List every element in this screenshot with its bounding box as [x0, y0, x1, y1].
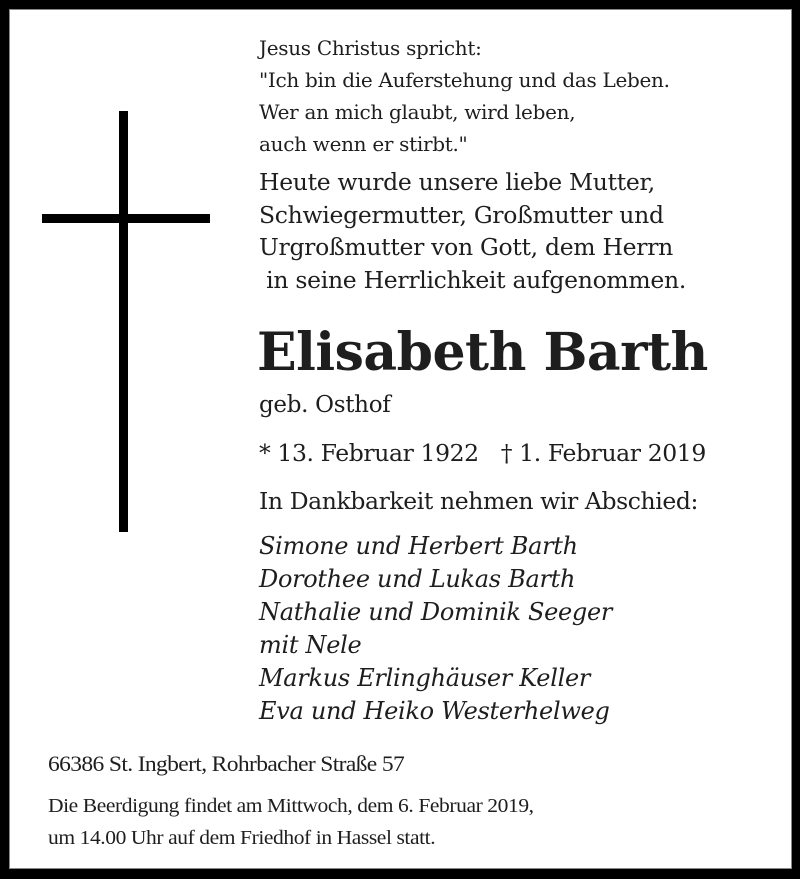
- cross-vertical-bar: [119, 111, 128, 532]
- quote-line: Jesus Christus spricht:: [259, 36, 482, 60]
- life-dates: [259, 437, 706, 469]
- mourners-list: [259, 530, 612, 728]
- quote-line: "Ich bin die Auferstehung und das Leben.: [259, 68, 670, 92]
- birth-date: * 13. Februar 1922: [259, 439, 479, 467]
- announcement-line: Urgroßmutter von Gott, dem Herrn: [259, 233, 673, 261]
- funeral-line: um 14.00 Uhr auf dem Friedhof in Hassel statt.: [48, 827, 436, 849]
- mourner-entry: Dorothee und Lukas Barth: [259, 565, 576, 593]
- bible-quote: [259, 32, 670, 160]
- announcement-line: Heute wurde unsere liebe Mutter,: [259, 168, 655, 196]
- funeral-details: [48, 790, 534, 854]
- announcement-line: Schwiegermutter, Großmutter und: [259, 200, 664, 229]
- deceased-name: Elisabeth Barth: [257, 322, 708, 383]
- mourner-entry: Eva und Heiko Westerhelweg: [259, 697, 610, 725]
- funeral-line: Die Beerdigung findet am Mittwoch, dem 6. Februar 2019,: [48, 795, 534, 817]
- mourner-entry: Simone und Herbert Barth: [259, 532, 578, 560]
- death-date: † 1. Februar 2019: [500, 439, 706, 467]
- quote-line: Wer an mich glaubt, wird leben,: [259, 100, 576, 124]
- family-address: 66386 St. Ingbert, Rohrbacher Straße 57: [48, 751, 405, 776]
- thanks-line: In Dankbarkeit nehmen wir Abschied:: [259, 487, 699, 515]
- announcement-line: in seine Herrlichkeit aufgenommen.: [259, 265, 687, 294]
- cross-horizontal-bar: [42, 214, 210, 223]
- mourner-entry: Markus Erlinghäuser Keller: [259, 664, 591, 692]
- obituary-notice: [9, 9, 792, 869]
- maiden-name: geb. Osthof: [259, 392, 391, 418]
- mourner-entry: mit Nele: [259, 631, 362, 659]
- mourner-entry: Nathalie und Dominik Seeger: [259, 598, 613, 626]
- announcement-text: [259, 166, 686, 296]
- quote-line: auch wenn er stirbt.": [259, 132, 468, 156]
